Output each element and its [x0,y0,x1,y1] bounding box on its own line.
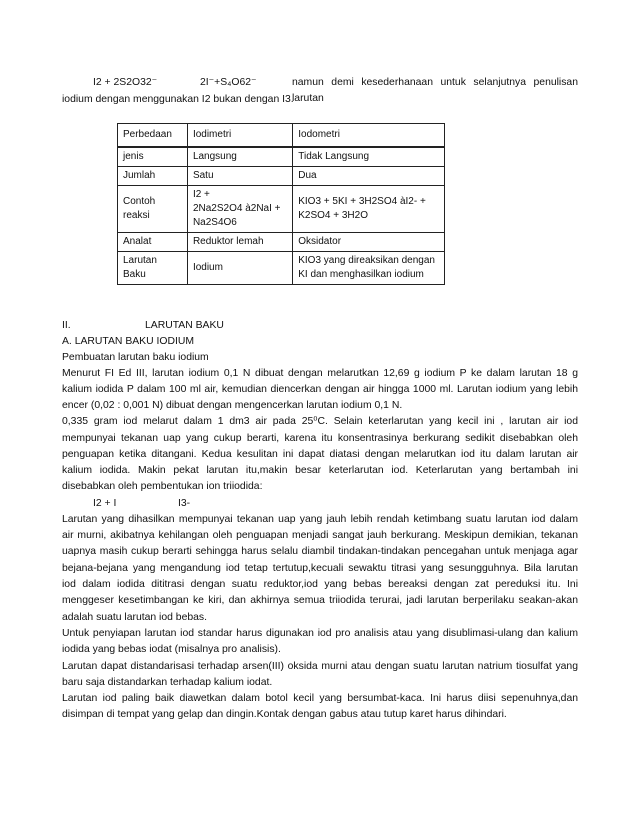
intro-text-line1: namun demi kesederhanaan untuk selanjutnya penulisan larutan [292,77,578,105]
table-cell: Dua [293,167,445,186]
intro-equation-right: 2I⁻+S₄O62⁻ [200,77,257,88]
paragraph-line: penguapan ketika ditangani. Kedua kesulitan ini dapat diatasi dengan melarutkan iod itu dalam larutan air [62,449,578,460]
table-row [118,252,445,285]
table-cell: Satu [187,167,292,186]
triiodide-equation-left: I2 + I [93,498,117,509]
triiodide-equation-right: I3- [178,498,191,509]
table-cell: KIO3 yang direaksikan dengan KI dan menghasilkan iodium [293,252,445,285]
table-cell: Langsung [187,147,292,167]
table-cell: I2 + 2Na2S2O4 à2NaI + Na2S4O6 [187,186,292,233]
table-cell: Larutan Baku [118,252,188,285]
table-cell: Analat [118,233,188,252]
paragraph-line: iodida yang bebas iodat (misalnya pro analisis). [62,644,281,655]
paragraph-line: Larutan yang dihasilkan mempunyai tekanan uap yang jauh lebih rendah ketimbang suatu larutan iod dalam [62,514,578,525]
paragraph-line: bejana-bejana yang mengandung iod tetap tertutup,kecuali sewaktu titrasi yang sesungguhnya. Bila larutan [62,563,578,574]
table-header-cell: Iodimetri [187,124,292,148]
table-cell: Oksidator [293,233,445,252]
table-cell: KIO3 + 5KI + 3H2SO4 àI2- + K2SO4 + 3H2O [293,186,445,233]
table-cell: Jumlah [118,167,188,186]
table-cell: jenis [118,147,188,167]
paragraph-line: disimpan di tempat yang gelap dan dingin.Kontak dengan gabus atau tutup karet harus dihindari. [62,709,507,720]
intro-equation-left: I2 + 2S2O32⁻ [93,77,158,88]
table-cell: Tidak Langsung [293,147,445,167]
paragraph-line: mempunyai tekanan uap yang cukup berarti, karena itu konsentrasinya berkurang sedikit disebabkan oleh [62,433,578,444]
paragraph-line: Larutan iod paling baik diawetkan dalam botol kecil yang bersumbat-kaca. Ini harus diisi sepenuhnya,dan [62,693,578,704]
table-header-cell: Perbedaan [118,124,188,148]
table-cell: Contoh reaksi [118,186,188,233]
paragraph-line: 0,335 gram iod melarut dalam 1 dm3 air pada 25⁰C. Selain keterlarutan yang kecil ini , larutan air iod [62,416,578,427]
paragraph-line: Untuk penyiapan larutan iod standar harus digunakan iod pro analisis atau yang disublimasi-ulang dan kalium [62,628,578,639]
paragraph-line: menggeser kesetimbangan ke kiri, dan akhirnya semua triiodida terurai, jadi larutan berperilaku seakan-akan [62,595,578,606]
table-row [118,167,445,186]
table-cell: Iodium [187,252,292,285]
paragraph-line: disebabkan oleh pembentukan ion triiodida: [62,481,263,492]
table-header-cell: Iodometri [293,124,445,148]
table-row [118,147,445,167]
paragraph-line: Menurut FI Ed III, larutan iodium 0,1 N dibuat dengan melarutkan 12,69 g iodium P ke dalam larutan 18 g [62,368,578,379]
paragraph-line: iod dalam iodida dititrasi dengan suatu reduktor,iod yang bebas bereaksi dengan zat pereduksi itu. Ini [62,579,578,590]
paragraph-line: kalium iodida P dalam 100 ml air, kemudian diencerkan dengan air hingga 1000 ml. Larutan iodium yang lebih [62,384,578,395]
paragraph-line: uapnya masih cukup berarti sehingga harus selalu diambil tindakan-tindakan pencegahan untuk menjaga agar [62,546,578,557]
paragraph-line: air murni, akibatnya kehilangan oleh penguapan menjadi sangat jauh berkurang. Meskipun demikian, tekanan [62,530,578,541]
subsection-subtitle: Pembuatan larutan baku iodium [62,352,209,363]
section-number: II. [62,320,71,331]
table-row [118,186,445,233]
intro-text-line2: iodium dengan menggunakan I2 bukan dengan I3. [62,94,294,105]
section-title: LARUTAN BAKU [145,320,224,331]
paragraph-line: Larutan dapat distandarisasi terhadap arsen(III) oksida murni atau dengan suatu larutan natrium tiosulfat yang [62,661,578,672]
comparison-table [117,123,445,285]
paragraph-line: kalium iodida. Makin pekat larutan itu,makin besar keterlarutan iod. Keterlarutan yang bertambah ini [62,465,578,476]
table-cell: Reduktor lemah [187,233,292,252]
paragraph-line: encer (0,02 : 0,001 N) dibuat dengan mengencerkan larutan iodium 0,1 N. [62,400,403,411]
table-row [118,233,445,252]
paragraph-line: adalah suatu larutan iod bebas. [62,612,208,623]
paragraph-line: baru saja distandarkan terhadap kalium iodat. [62,677,273,688]
subsection-title: A. LARUTAN BAKU IODIUM [62,336,195,347]
table-header-row [118,124,445,148]
